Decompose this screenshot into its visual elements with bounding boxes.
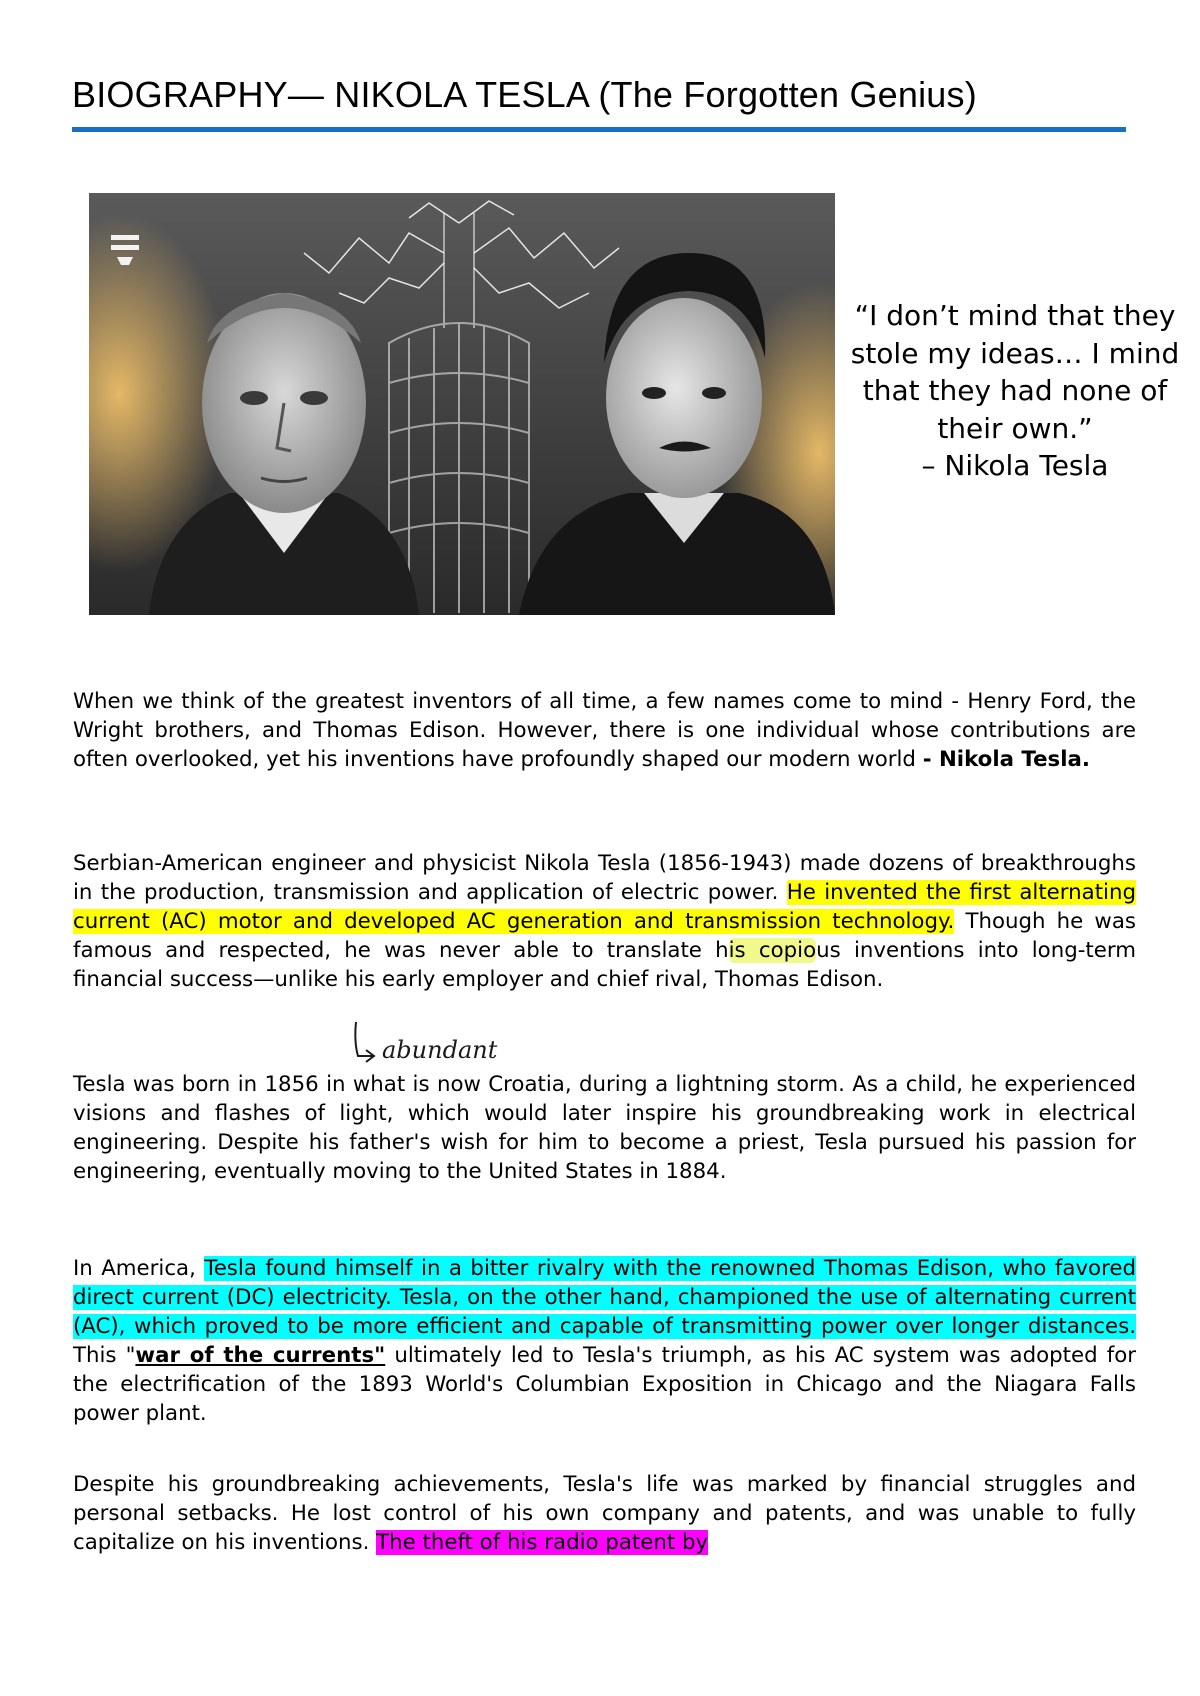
p2-text-b: Though he was famous and respected, he was never able to translate h bbox=[73, 909, 1136, 963]
annotation-text: abundant bbox=[382, 1036, 498, 1064]
quote-author: – Nikola Tesla bbox=[921, 449, 1109, 482]
p5-highlight: The theft of his radio patent by bbox=[376, 1530, 709, 1555]
p4-text-a: In America, bbox=[73, 1256, 205, 1281]
paragraph-intro bbox=[73, 687, 1136, 774]
p2-highlight: He invented the first alternating current (AC) motor and developed AC generation and transmission technology. bbox=[73, 880, 1136, 934]
page-title: BIOGRAPHY— NIKOLA TESLA (The Forgotten Genius) bbox=[72, 74, 977, 115]
handwritten-annotation bbox=[352, 1020, 542, 1070]
p1-bold: - Nikola Tesla. bbox=[922, 747, 1090, 772]
p4-text-b: This " bbox=[73, 1343, 136, 1368]
paragraph-ac-motor bbox=[73, 849, 1136, 994]
paragraph-setbacks bbox=[73, 1470, 1136, 1557]
p2-text-a: Serbian-American engineer and physicist Nikola Tesla (1856-1943) made dozens of breakthroughs in the production, transmission and application of electric power. bbox=[73, 851, 1136, 905]
p4-emphasis: war of the currents" bbox=[135, 1343, 386, 1368]
quote-text: “I don’t mind that they stole my ideas… I mind that they had none of their own.” bbox=[850, 299, 1180, 445]
p2-text-c: us inventions into long-term financial success—unlike his early employer and chief rival, Thomas Edison. bbox=[73, 938, 1136, 992]
p4-highlight: Tesla found himself in a bitter rivalry with the renowned Thomas Edison, who favored direct current (DC) electricity. Tesla, on the other hand, championed the use of alternating current (AC), which proved to be more efficient and capable of transmitting power over longer distances. bbox=[73, 1256, 1136, 1339]
p4-text-c: ultimately led to Tesla's triumph, as his AC system was adopted for the electrification of the 1893 World's Columbian Exposition in Chicago and the Niagara Falls power plant. bbox=[73, 1343, 1136, 1426]
tesla-quote bbox=[850, 297, 1180, 485]
p2-pen-highlight: is copio bbox=[728, 938, 817, 963]
p5-text-a: Despite his groundbreaking achievements, Tesla's life was marked by financial struggles and personal setbacks. He lost control of his own company and patents, and was unable to fully capitalize on his inventions. bbox=[73, 1472, 1136, 1555]
paragraph-war-of-currents bbox=[73, 1254, 1136, 1428]
paragraph-early-life bbox=[73, 1070, 1136, 1186]
tesla-photo bbox=[89, 193, 835, 615]
p3-text: Tesla was born in 1856 in what is now Croatia, during a lightning storm. As a child, he experienced visions and flashes of light, which would later inspire his groundbreaking work in electrical engineering. Despite his father's wish for him to become a priest, Tesla pursued his passion for engineering, eventually moving to the United States in 1884. bbox=[73, 1072, 1136, 1184]
p1-text: When we think of the greatest inventors of all time, a few names come to mind - Henry Ford, the Wright brothers, and Thomas Edison. However, there is one individual whose contributions are often overlooked, yet his inventions have profoundly shaped our modern world bbox=[73, 689, 1136, 772]
title-underline bbox=[72, 127, 1126, 132]
